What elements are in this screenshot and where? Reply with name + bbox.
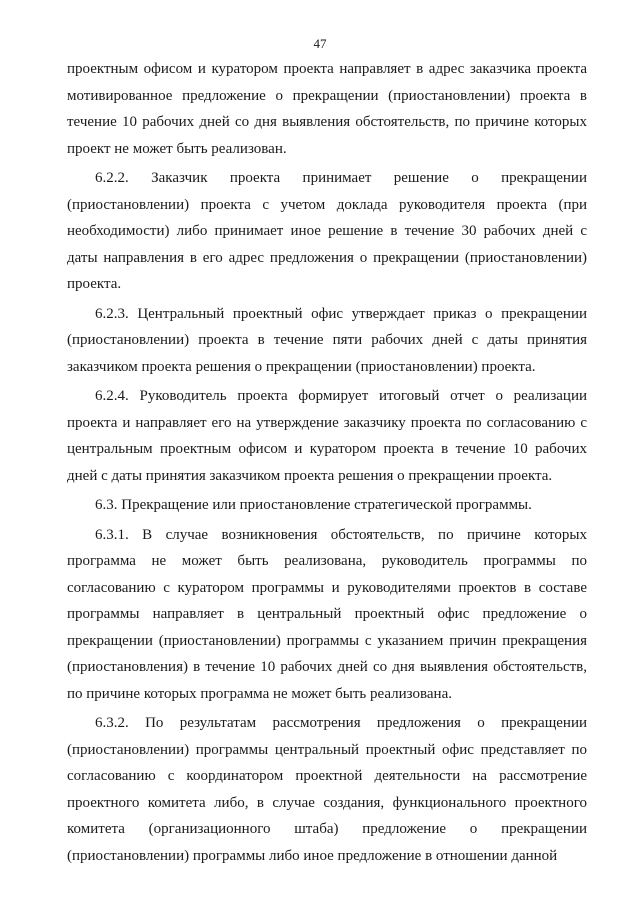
- paragraph-6-2-3: 6.2.3. Центральный проектный офис утверждает приказ о прекращении (приостановлении) проекта в течение пяти рабочих дней с даты принятия заказчиком проекта решения о прекращении (приостановлении) проекта.: [67, 305, 587, 375]
- page-number: 47: [313, 36, 327, 51]
- paragraph-6-2-2: 6.2.2. Заказчик проекта принимает решение о прекращении (приостановлении) проекта с учетом доклада руководителя проекта (при необходимости) либо принимает иное решение в течение 30 рабочих дней с даты направления в его адрес предложения о прекращении (приостановлении) проекта.: [67, 170, 587, 292]
- paragraph-6-2-4: 6.2.4. Руководитель проекта формирует итоговый отчет о реализации проекта и направляет его на утверждение заказчику проекта по согласованию с центральным проектным офисом и куратором проекта в течение 10 рабочих дней с даты принятия заказчиком проекта решения о прекращении проекта.: [67, 388, 587, 484]
- paragraph-6-3: 6.3. Прекращение или приостановление стратегической программы.: [95, 497, 532, 513]
- document-body: [67, 56, 587, 872]
- paragraph-continuation: проектным офисом и куратором проекта направляет в адрес заказчика проекта мотивированное предложение о прекращении (приостановлении) проекта в течение 10 рабочих дней со дня выявления обстоятельств, по причине которых проект не может быть реализован.: [67, 61, 587, 157]
- paragraph-6-3-1: 6.3.1. В случае возникновения обстоятельств, по причине которых программа не может быть реализована, руководитель программы по согласованию с куратором программы и руководителями проектов в составе программы направляет в центральный проектный офис предложение о прекращении (приостановлении) программы с указанием причин прекращения (приостановления) в течение 10 рабочих дней со дня выявления обстоятельств, по причине которых программа не может быть реализована.: [67, 526, 587, 702]
- paragraph-6-3-2: 6.3.2. По результатам рассмотрения предложения о прекращении (приостановлении) программы центральный проектный офис представляет по согласованию с координатором проектной деятельности на рассмотрение проектного комитета либо, в случае создания, функционального проектного комитета (организационного штаба) предложение о прекращении (приостановлении) программы либо иное предложение в отношении данной: [67, 715, 587, 864]
